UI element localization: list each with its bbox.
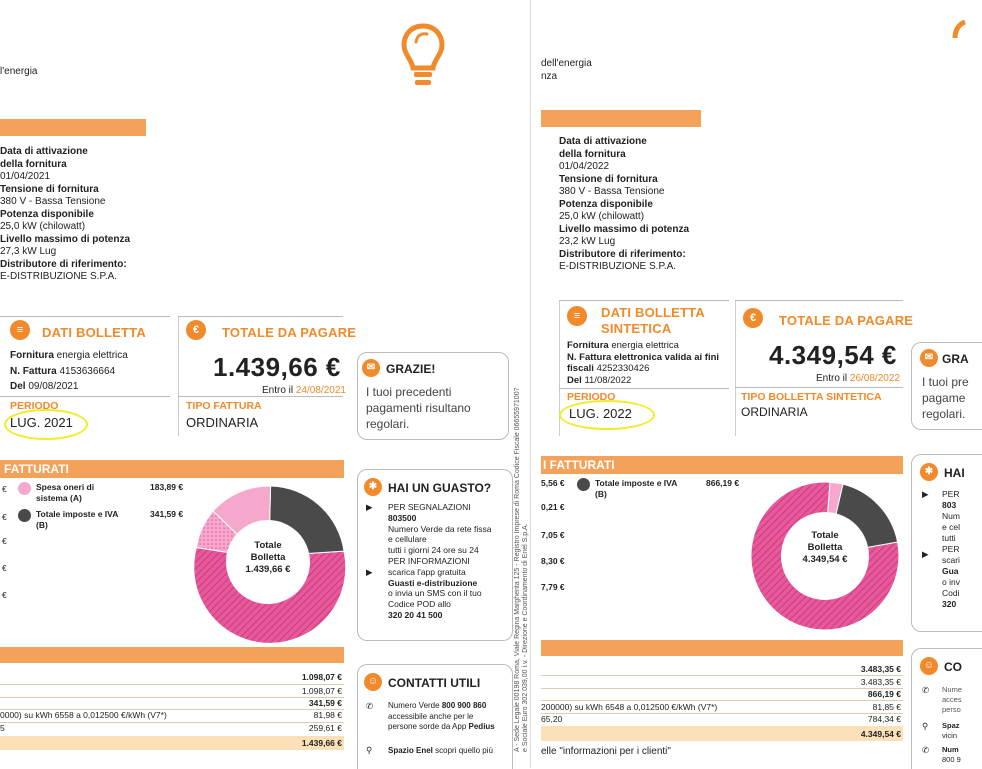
supply-info: Data di attivazione della fornitura 01/04/2021 Tensione di fornitura 380 V - Bassa Tensione Potenza disponibile 25,0 kW (chilowatt) Livello massimo di potenza 27,3 kW Lug Distributore di riferimento: E-DISTRIBUZIONE S.P.A. [0, 146, 131, 282]
left-bill-2021: l'energia Data di attivazione della fornitura 01/04/2021 Tensione di fornitura 380 V - Bassa Tensione Potenza disponibile 25,0 kW (chilowatt) Livello massimo di potenza 27,3 kW Lug Distributore di riferimento: E-DISTRIBUZIONE S.P.A. ≡ DATI BOLLETTA Fornitura energia elettrica N. Fattura 4153636664 Del 09/08/2021 PERIODO LUG. 2021 € TOTALE DA PAGARE 1.439,66 € Entro il 24/08/2021 TIPO FATTURA ORDINARIA ✉ GRAZIE! I tuoi precedenti pagamenti risultano regolari. FATTURATI € Spesa oneri di sistema (A) 183,89 € € Totale imposte e IVA (B) 341,59 € € € € Totale Bolletta 1.439,66 € ✱ HAI UN GUASTO? ▶ PER SEGNALAZIONI 803500 Numero Verde da rete fissa e cellulare tutti i giorni 24 ore su 24 PER INFORMAZIONI scarica l'app gratuita Guasti e-distribuzione o invia un SMS con il tuo Codice POD allo 320 20 41 500 ▶ 1.098,07 € 1.098,07 € 341,59 € 0000) su kWh 6558 a 0,012500 €/kWh (V7*) 81,98 € 5 259,61 € 1.439,66 € ☺ CONTATTI UTILI ✆ Numero Verde 800 900 860 accessibile anche per le persone sorde da App Pedius ⚲ Spazio Enel scopri quello più A - Sede Legale 00198 Roma, Viale Regina Margherita 125 - Registro Imprese di Roma Codice Fiscale 06655971007 e Sociale Euro 302.039,00 i.v. - Direzione e Coordinamento di Enel S.p.A. [0, 0, 530, 768]
total-amount: 1.439,66 € [213, 352, 341, 382]
phone-icon: ✆ [922, 685, 930, 695]
contacts-card: ☺ CONTATTI UTILI ✆ Numero Verde 800 900 860 accessibile anche per le persone sorde da App Pedius ⚲ Spazio Enel scopri quello più [357, 664, 513, 769]
donut-center: Totale Bolletta 1.439,66 € [245, 540, 291, 575]
right-bill-2022: dell'energia nza Data di attivazione della fornitura 01/04/2022 Tensione di fornitura 380 V - Bassa Tensione Potenza disponibile 25,0 kW (chilowatt) Livello massimo di potenza 23,2 kW Lug Distributore di riferimento: E-DISTRIBUZIONE S.P.A. ≡ DATI BOLLETTA SINTETICA Fornitura energia elettrica N. Fattura elettronica valida ai fini fiscali 4252330426 Del 11/08/2022 PERIODO LUG. 2022 € TOTALE DA PAGARE 4.349,54 € Entro il 26/08/2022 TIPO BOLLETTA SINTETICA ORDINARIA ✉ GRA I tuoi pre pagame regolari. I FATTURATI 5,56 € 0,21 € 7,05 € 8,30 € 7,79 € Totale imposte e IVA (B) 866,19 € Totale Bolletta 4.349,54 € ✱ HAI ▶ ▶ PER 803 Num e cel tutti PER scari Gua o inv Codi 320 3.483,35 € 3.483,35 € 866,19 € 200000) su kWh 6548 a 0,012500 €/kWh (V7*) 81,85 € 65,20 784,34 € 4.349,54 € elle "informazioni per i clienti" ☺ CO ✆ Nume acces perso ⚲ Spaz vicin ✆ Num 800 9 [530, 0, 961, 768]
lightbulb-icon [951, 18, 971, 58]
euro-icon: € [743, 308, 763, 328]
supply-info: Data di attivazione della fornitura 01/04/2022 Tensione di fornitura 380 V - Bassa Tensione Potenza disponibile 25,0 kW (chilowatt) Livello massimo di potenza 23,2 kW Lug Distributore di riferimento: E-DISTRIBUZIONE S.P.A. [559, 136, 690, 272]
header-bar [0, 119, 146, 136]
fault-details: PER SEGNALAZIONI 803500 Numero Verde da rete fissa e cellulare tutti i giorni 24 ore su 24 PER INFORMAZIONI scarica l'app gratuita Guasti e-distribuzione o invia un SMS con il tuo Codice POD allo 320 20 41 500 [388, 502, 492, 620]
legend-taxes: Totale imposte e IVA (B) [595, 478, 678, 499]
fault-card: ✱ HAI ▶ ▶ PER 803 Num e cel tutti PER scari Gua o inv Codi 320 [911, 454, 982, 632]
contacts-card: ☺ CO ✆ Nume acces perso ⚲ Spaz vicin ✆ Num 800 9 [911, 648, 982, 769]
euro-icon: € [186, 320, 206, 340]
period-label: PERIODO [567, 391, 616, 403]
table-total: 1.439,66 € [301, 738, 342, 748]
location-icon: ⚲ [922, 721, 929, 731]
invoice-type-value: ORDINARIA [186, 415, 259, 430]
thanks-card: ✉ GRAZIE! I tuoi precedenti pagamenti risultano regolari. [357, 352, 509, 440]
envelope-icon: ✉ [920, 349, 938, 367]
bill-details: Fornitura energia elettrica N. Fattura elettronica valida ai fini fiscali 4252330426 Del 11/08/2022 [567, 340, 720, 386]
fault-details: PER 803 Num e cel tutti PER scari Gua o inv Codi 320 [942, 489, 960, 609]
donut-center: Totale Bolletta 4.349,54 € [802, 530, 848, 565]
legend-dot-taxes [18, 509, 31, 522]
fault-card: ✱ HAI UN GUASTO? ▶ PER SEGNALAZIONI 803500 Numero Verde da rete fissa e cellulare tutti i giorni 24 ore su 24 PER INFORMAZIONI scarica l'app gratuita Guasti e-distribuzione o invia un SMS con il tuo Codice POD allo 320 20 41 500 ▶ [357, 469, 513, 641]
table-bar [0, 647, 344, 663]
period-label: PERIODO [10, 400, 59, 412]
phone-icon: ✆ [922, 745, 930, 755]
period-value: LUG. 2021 [10, 415, 73, 430]
phone-icon: ✆ [366, 701, 374, 711]
bill-icon: ≡ [567, 306, 587, 326]
total-title: TOTALE DA PAGARE [779, 313, 914, 328]
legend-taxes: Totale imposte e IVA (B) [36, 509, 119, 530]
energy-label: dell'energia [541, 58, 592, 69]
lightbulb-icon [400, 22, 446, 92]
period-value: LUG. 2022 [569, 406, 632, 421]
total-title: TOTALE DA PAGARE [222, 325, 357, 340]
bill-details: Fornitura energia elettrica N. Fattura 4153636664 Del 09/08/2021 [10, 350, 128, 392]
footer-note: elle "informazioni per i clienti" [541, 746, 671, 757]
table-total: 4.349,54 € [860, 729, 901, 739]
due-date: Entro il 26/08/2022 [816, 373, 900, 384]
group-icon: ☺ [920, 657, 938, 675]
header-bar [541, 110, 701, 127]
due-date: Entro il 24/08/2021 [262, 385, 346, 396]
gear-icon: ✱ [364, 478, 382, 496]
gear-icon: ✱ [920, 463, 938, 481]
bill-title: DATI BOLLETTA SINTETICA [601, 305, 705, 336]
period-highlight [559, 400, 655, 430]
invoice-type-label: TIPO FATTURA [186, 400, 262, 412]
billed-title: I FATTURATI [543, 458, 615, 472]
legend-dot-system [18, 482, 31, 495]
billed-title: FATTURATI [4, 462, 69, 476]
legal-vertical-text: A - Sede Legale 00198 Roma, Viale Regina Margherita 125 - Registro Imprese di Roma Codice Fiscale 06655971007 [514, 387, 521, 752]
envelope-icon: ✉ [362, 359, 380, 377]
bill-icon: ≡ [10, 320, 30, 340]
legal-vertical-text-2: e Sociale Euro 302.039,00 i.v. - Direzione e Coordinamento di Enel S.p.A. [522, 523, 529, 752]
location-icon: ⚲ [366, 745, 373, 755]
total-amount: 4.349,54 € [769, 340, 897, 370]
thanks-card: ✉ GRA I tuoi pre pagame regolari. [911, 342, 982, 430]
bill-title: DATI BOLLETTA [42, 325, 146, 340]
energy-label: l'energia [0, 66, 38, 77]
legend-dot-taxes [577, 478, 590, 491]
group-icon: ☺ [364, 673, 382, 691]
period-highlight [4, 409, 88, 440]
legend-system: Spesa oneri di sistema (A) [36, 482, 95, 503]
table-bar [541, 640, 903, 656]
invoice-type-value: ORDINARIA [741, 405, 808, 419]
invoice-type-label: TIPO BOLLETTA SINTETICA [741, 391, 882, 403]
